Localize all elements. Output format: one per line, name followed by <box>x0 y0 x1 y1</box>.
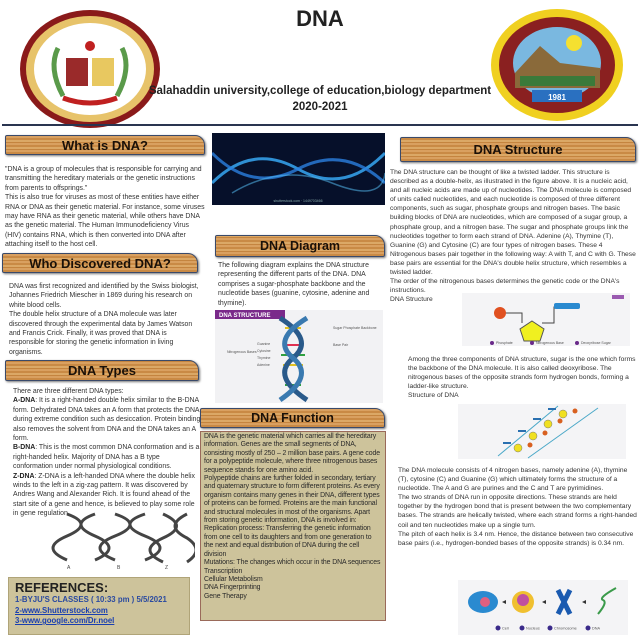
dna-function-heading: DNA Function <box>200 408 385 428</box>
dna-structure-heading: DNA Structure <box>400 137 636 162</box>
legend-item: Cell <box>502 626 509 631</box>
figure-label: A <box>67 565 71 571</box>
reference-link[interactable]: 3-www.google.com/Dr.noel <box>15 616 115 625</box>
function-line: Transcription <box>204 567 243 575</box>
nucleotide-figure <box>462 293 630 346</box>
subtitle: Salahaddin university,college of education,biology department <box>148 85 492 97</box>
b-dna-item: B-DNA: This is the most common DNA conformation and is a right-handed helix. Majority of DNA has a B type conformation under normal physiological conditions. <box>13 444 200 471</box>
nitrogen-bases-text <box>398 466 638 548</box>
dna-types-figure <box>5 512 195 572</box>
paragraph: The double helix structure of a DNA molecule was later discovered through the experimental data by James Watson and Francis Crick. Finally, it was proved that DNA is responsible for storing the genetic information in living organisms. <box>9 311 193 356</box>
paragraph: The DNA structure can be thought of like a twisted ladder. This structure is described as a double-helix, as illustrated in the figure above. It is a nucleic acid, and all nucleic acids are made up of nucleotides. The DNA molecule is composed of units called nucleotides, and each nucleotide is composed of three different components, such as sugar, phosphate groups and nitrogen bases. The basic building blocks of DNA are nucleotides, which are composed of a sugar group, a phosphate group, and a nitrogen base. The sugar and phosphate groups link the nucleotides together to form each strand of DNA. Adenine (A), Thymine (T), Guanine (G) and Cytosine (C) are four types of nitrogen bases. These 4 Nitrogenous bases pair together in the following way: A with T, and C with G. These base pairs are essential for the DNA's double helix structure, which resembles a twisted ladder. <box>390 169 636 277</box>
who-discovered-text <box>9 282 201 357</box>
dna-diagram-heading: DNA Diagram <box>215 235 385 257</box>
sugar-backbone-text <box>408 355 638 400</box>
paragraph: The order of the nitrogenous bases determines the genetic code or the DNA's instructions. <box>390 278 620 295</box>
figure-title: DNA STRUCTURE <box>219 313 271 319</box>
reference-item: 1-BYJU'S CLASSES ( 10:33 pm ) 5/5/2021 <box>15 595 167 604</box>
z-dna-item: Z-DNA: Z-DNA is a left-handed DNA where the double helix winds to the left in a zig-zag pattern. It was discovered by Andres Wang and Alexander Rich. It is found ahead of the start site of a gene and hence, is believed to play some role in gene regulation. <box>13 472 195 518</box>
paragraph: The DNA molecule consists of 4 nitrogen bases, namely adenine (A), thymine (T), cytosine (C) and Guanine (G) which ultimately forms the structure of a nucleotide. The A and G are purines and the C and T are pyrimidines. <box>398 467 628 493</box>
dna-photo <box>212 133 385 205</box>
what-is-dna-heading: What is DNA? <box>5 135 205 155</box>
dna-types-text <box>13 387 201 519</box>
dna-types-heading: DNA Types <box>5 360 199 381</box>
who-discovered-heading: Who Discovered DNA? <box>2 253 198 273</box>
figure-caption: DNA Structure <box>390 296 433 304</box>
paragraph: There are three different DNA types: <box>13 388 124 395</box>
paragraph: DNA was first recognized and identified by the Swiss biologist, Johannes Friedrich Miescher in 1869 during his research on white blood cells. <box>9 283 199 309</box>
dna-diagram-text: The following diagram explains the DNA structure representing the different parts of the DNA. DNA comprises a sugar-phosphate backbone and the nucleotide bases (guanine, cytosine, adenine and thymine). <box>218 262 370 307</box>
poster-title: DNA <box>296 6 344 31</box>
paragraph: The pitch of each helix is 3.4 nm. Hence, the distance between two consecutive base pairs (i.e., hydrogen-bonded bases of the opposite strands) is 0.34 nm. <box>398 530 634 547</box>
function-line: Replication process: Transferring the genetic information from one cell to its daughters and from one generation to the next and equal distribution of DNA during the cell division <box>204 525 372 558</box>
reference-link[interactable]: 2-www.Shutterstock.com <box>15 605 108 615</box>
legend-item: Phosphate <box>496 341 513 345</box>
label-base-pair: Base Pair <box>333 343 349 347</box>
function-line: DNA Fingerprinting <box>204 584 261 592</box>
figure-caption: Structure of DNA <box>408 392 459 400</box>
svg-text:1981: 1981 <box>548 93 566 102</box>
function-line: Cellular Metabolism <box>204 575 263 583</box>
photo-caption: shutterstock.com · 1449703466 <box>273 199 323 203</box>
dna-ladder-figure <box>458 404 626 459</box>
paragraph: This is also true for viruses as most of these entities have either RNA or DNA as their genetic material. For instance, some viruses may have RNA as their genetic material, while others have DNA as the genetic material. The Human Immunodeficiency Virus (HIV) contains RNA, which is then converted into DNA after attaching itself to the host cell. <box>5 194 205 249</box>
legend-item: Nucleus <box>526 626 540 631</box>
function-line: DNA is the genetic material which carries all the hereditary information. Genes are the small segments of DNA, consisting mostly of 250 – 2 million base pairs. A gene code for a polypeptide molecule, where three nitrogenous bases sequence stands for one amino acid. <box>204 433 380 474</box>
cell-to-dna-figure <box>458 580 628 635</box>
what-is-dna-text <box>5 165 205 250</box>
paragraph: "DNA is a group of molecules that is responsible for carrying and transmitting the hereditary materials or the genetic instructions from parents to offsprings." <box>5 166 202 192</box>
figure-label: Z <box>165 565 169 571</box>
dna-structure-text <box>390 168 638 304</box>
label-nitrogenous: Nitrogenous Bases <box>227 350 257 354</box>
label-guanine: Guanine <box>257 342 271 346</box>
academic-year: 2020-2021 <box>292 101 348 113</box>
paragraph: Among the three components of DNA structure, sugar is the one which forms the backbone of the DNA molecule. It is also called deoxyribose. The nitrogenous bases of the opposite strands form hydrogen bonds, forming a ladder-like structure. <box>408 356 636 391</box>
legend-item: Chromosome <box>554 626 577 631</box>
legend-item: Nitrogenous Base <box>536 341 564 345</box>
legend-item: DNA <box>592 626 601 631</box>
dna-structure-figure <box>215 310 383 403</box>
a-dna-item: A-DNA: It is a right-handed double helix similar to the B-DNA form. Dehydrated DNA takes an A form that protects the DNA during extreme condition such as desiccation. Protein binding also removes the solvent from DNA and the DNA takes an A form. <box>13 397 201 443</box>
references-heading: REFERENCES: <box>15 580 109 595</box>
header-divider <box>2 124 638 126</box>
function-line: Polypeptide chains are further folded in secondary, tertiary and quaternary structure to form different proteins. As every organism contains many genes in their DNA, different types of proteins can be formed. Proteins are the main functional and structural molecules in most of the organisms. Apart from storing genetic information, DNA is involved in: <box>204 475 380 525</box>
function-line: Mutations: The changes which occur in the DNA sequences <box>204 559 381 567</box>
label-thymine: Thymine <box>257 356 271 360</box>
function-line: Gene Therapy <box>204 592 247 600</box>
paragraph: The two strands of DNA run in opposite directions. These strands are held together by the hydrogen bond that is present between the two complementary bases. The strands are helically twisted, where each strand forms a right-handed coil and ten nucleotides make up a single turn. <box>398 494 637 529</box>
label-backbone: Sugar Phosphate Backbone <box>333 326 377 330</box>
figure-label: B <box>117 565 121 571</box>
dna-function-box <box>200 431 386 621</box>
label-adenine: Adenine <box>257 363 270 367</box>
label-cytosine: Cytosine <box>257 349 271 353</box>
references-box <box>8 577 190 635</box>
legend-item: Deoxyribose Sugar <box>581 341 611 345</box>
